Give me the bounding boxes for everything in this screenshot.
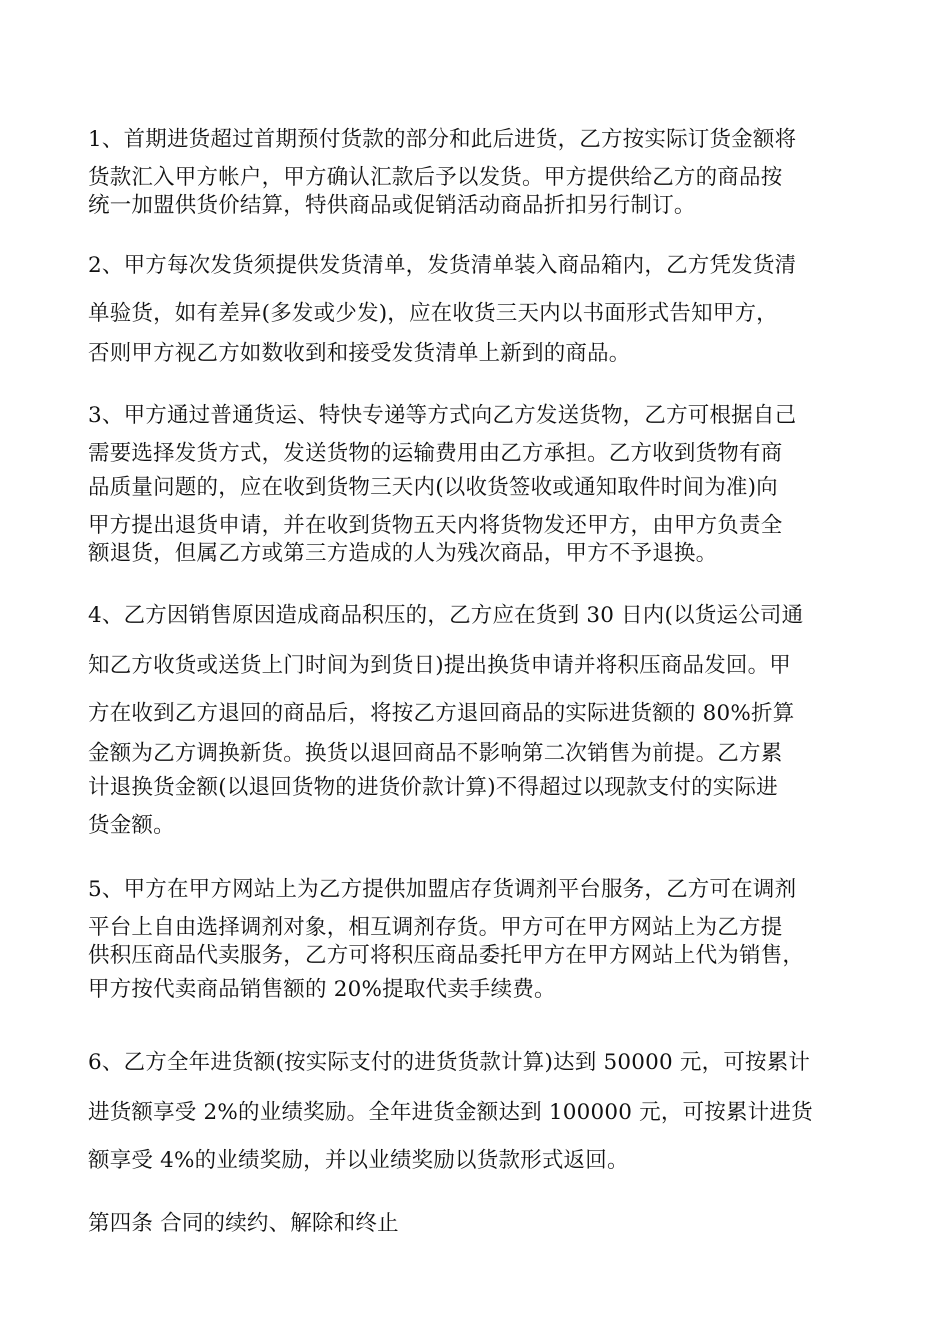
paragraph-line: 货款汇入甲方帐户，甲方确认汇款后予以发货。甲方提供给乙方的商品按 [88,165,783,190]
paragraph-line: 额退货，但属乙方或第三方造成的人为残次商品，甲方不予退换。 [88,541,718,566]
paragraph-line: 需要选择发货方式，发送货物的运输费用由乙方承担。乙方收到货物有商 [88,441,783,466]
paragraph-line: 1、首期进货超过首期预付货款的部分和此后进货，乙方按实际订货金额将 [88,127,797,152]
paragraph-line: 进货额享受 2%的业绩奖励。全年进货金额达到 100000 元，可按累计进货 [88,1100,813,1125]
section-heading-text: 第四条 合同的续约、解除和终止 [88,1211,399,1236]
paragraph-line: 4、乙方因销售原因造成商品积压的，乙方应在货到 30 日内(以货运公司通 [88,603,804,628]
paragraph-line: 否则甲方视乙方如数收到和接受发货清单上新到的商品。 [88,341,631,366]
paragraph-line: 单验货，如有差异(多发或少发)，应在收货三天内以书面形式告知甲方， [88,301,778,326]
paragraph-line: 甲方提出退货申请，并在收到货物五天内将货物发还甲方，由甲方负责全 [88,513,783,538]
paragraph-line: 方在收到乙方退回的商品后，将按乙方退回商品的实际进货额的 80%折算 [88,701,795,726]
paragraph-line: 甲方按代卖商品销售额的 20%提取代卖手续费。 [88,977,556,1002]
paragraph-line: 货金额。 [88,813,175,838]
paragraph-line: 供积压商品代卖服务，乙方可将积压商品委托甲方在甲方网站上代为销售， [88,943,805,968]
paragraph-line: 统一加盟供货价结算，特供商品或促销活动商品折扣另行制订。 [88,193,696,218]
paragraph-line: 5、甲方在甲方网站上为乙方提供加盟店存货调剂平台服务，乙方可在调剂 [88,877,797,902]
paragraph-line: 金额为乙方调换新货。换货以退回商品不影响第二次销售为前提。乙方累 [88,741,783,766]
paragraph-line: 3、甲方通过普通货运、特快专递等方式向乙方发送货物，乙方可根据自己 [88,403,797,428]
paragraph-line: 额享受 4%的业绩奖励，并以业绩奖励以货款形式返回。 [88,1148,629,1173]
paragraph-line: 计退换货金额(以退回货物的进货价款计算)不得超过以现款支付的实际进 [88,775,778,800]
paragraph-line: 6、乙方全年进货额(按实际支付的进货货款计算)达到 50000 元，可按累计 [88,1050,811,1075]
paragraph-line: 平台上自由选择调剂对象，相互调剂存货。甲方可在甲方网站上为乙方提 [88,915,783,940]
paragraph-line: 品质量问题的，应在收到货物三天内(以收货签收或通知取件时间为准)向 [88,475,778,500]
paragraph-line: 2、甲方每次发货须提供发货清单，发货清单装入商品箱内，乙方凭发货清 [88,253,797,278]
paragraph-line: 知乙方收货或送货上门时间为到货日)提出换货申请并将积压商品发回。甲 [88,653,791,678]
